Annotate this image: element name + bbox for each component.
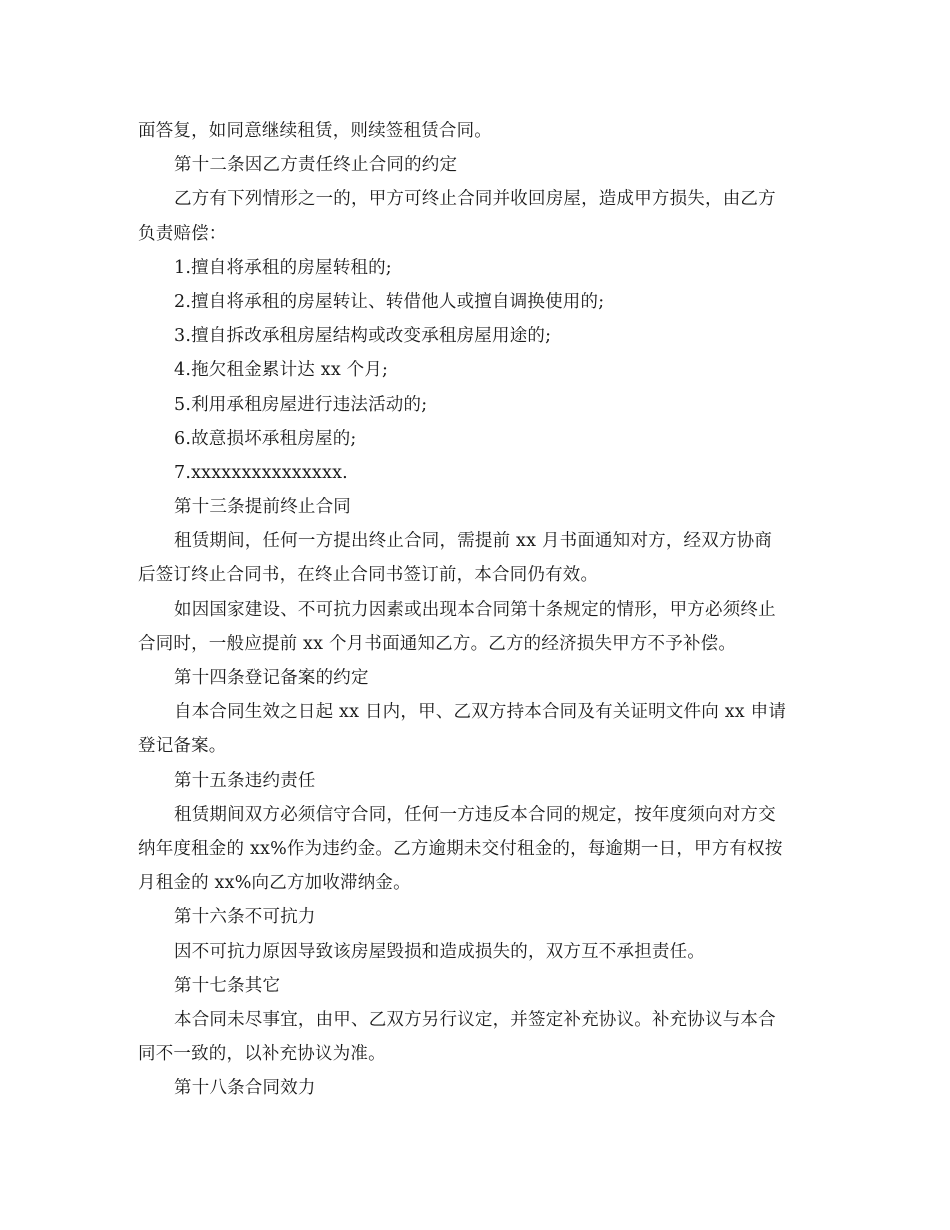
document-line: 合同时，一般应提前 xx 个月书面通知乙方。乙方的经济损失甲方不予补偿。 <box>138 633 737 654</box>
document-line: 月租金的 xx%向乙方加收滞纳金。 <box>138 873 411 894</box>
document-line: 1.擅自将承租的房屋转租的; <box>174 257 392 278</box>
document-line: 3.擅自拆改承租房屋结构或改变承租房屋用途的; <box>174 326 552 347</box>
document-line: 第十二条因乙方责任终止合同的约定 <box>174 155 458 176</box>
document-line: 如因国家建设、不可抗力因素或出现本合同第十条规定的情形，甲方必须终止 <box>174 599 776 620</box>
document-line: 2.擅自将承租的房屋转让、转借他人或擅自调换使用的; <box>174 291 605 312</box>
document-line: 因不可抗力原因导致该房屋毁损和造成损失的，双方互不承担责任。 <box>174 941 705 962</box>
document-line: 第十七条其它 <box>174 975 281 996</box>
document-line: 第十四条登记备案的约定 <box>174 668 369 688</box>
document-line: 第十三条提前终止合同 <box>174 497 351 518</box>
document-line: 4.拖欠租金累计达 xx 个月; <box>174 360 389 381</box>
document-line: 租赁期间，任何一方提出终止合同，需提前 xx 月书面通知对方，经双方协商 <box>174 531 773 552</box>
document-line: 面答复，如同意继续租赁，则续签租赁合同。 <box>138 121 492 141</box>
document-line: 登记备案。 <box>138 736 227 757</box>
document-line: 同不一致的，以补充协议为准。 <box>138 1044 386 1065</box>
document-line: 乙方有下列情形之一的，甲方可终止合同并收回房屋，造成甲方损失，由乙方 <box>174 189 776 210</box>
document-line: 自本合同生效之日起 xx 日内，甲、乙双方持本合同及有关证明文件向 xx 申请 <box>174 702 787 723</box>
document-line: 7.xxxxxxxxxxxxxxx. <box>174 462 348 483</box>
document-line: 负责赔偿： <box>138 223 227 244</box>
document-line: 租赁期间双方必须信守合同，任何一方违反本合同的规定，按年度须向对方交 <box>174 804 776 825</box>
document-line: 纳年度租金的 xx%作为违约金。乙方逾期未交付租金的，每逾期一日，甲方有权按 <box>138 838 783 859</box>
document-body <box>138 114 818 1105</box>
document-line: 后签订终止合同书，在终止合同书签订前，本合同仍有效。 <box>138 565 599 586</box>
document-line: 第十六条不可抗力 <box>174 907 316 928</box>
document-line: 第十五条违约责任 <box>174 770 316 791</box>
document-line: 第十八条合同效力 <box>174 1078 316 1099</box>
document-line: 5.利用承租房屋进行违法活动的; <box>174 394 428 415</box>
document-line: 本合同未尽事宜，由甲、乙双方另行议定，并签定补充协议。补充协议与本合 <box>174 1009 776 1030</box>
document-line: 6.故意损坏承租房屋的; <box>174 428 357 449</box>
